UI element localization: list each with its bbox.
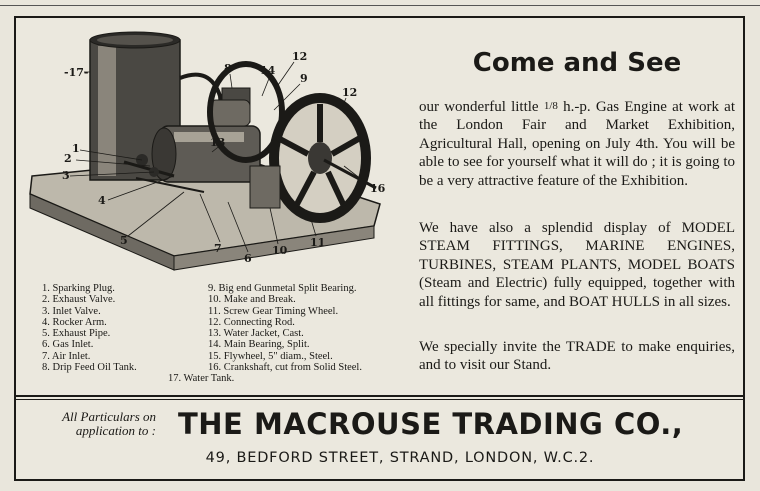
legend-item: 5. Exhaust Pipe. bbox=[42, 328, 111, 340]
paragraph-trade: We specially invite the TRADE to make enquiries, and to visit our Stand. bbox=[419, 339, 735, 374]
legend-item: 1. Sparking Plug. bbox=[42, 283, 115, 294]
fraction: 1/8 bbox=[543, 100, 558, 112]
legend-item: 7. Air Inlet. bbox=[42, 350, 91, 362]
legend-item: 13. Water Jacket, Cast. bbox=[208, 328, 304, 340]
label-6: 6 bbox=[244, 252, 252, 265]
footer-rule-thin bbox=[16, 399, 743, 400]
particulars-line: application to : bbox=[75, 423, 156, 438]
legend-item: 10. Make and Break. bbox=[208, 294, 296, 306]
parts-legend-left bbox=[42, 283, 137, 373]
top-rule bbox=[0, 5, 760, 6]
main-bearing bbox=[210, 100, 250, 126]
label-16: 16 bbox=[370, 182, 386, 195]
paragraph-text: our wonderful little bbox=[419, 99, 544, 115]
legend-item: 3. Inlet Valve. bbox=[42, 305, 101, 317]
label-17: -17- bbox=[64, 66, 89, 79]
label-2: 2 bbox=[64, 152, 72, 165]
legend-item: 9. Big end Gunmetal Split Bearing. bbox=[208, 283, 357, 294]
label-12-top: 12 bbox=[292, 50, 308, 63]
parts-legend-right bbox=[208, 283, 362, 373]
headline: Come and See bbox=[472, 48, 682, 78]
label-8: 8 bbox=[224, 62, 232, 75]
legend-item: 4. Rocker Arm. bbox=[42, 316, 107, 328]
label-1: 1 bbox=[72, 142, 80, 155]
legend-item: 2. Exhaust Valve. bbox=[42, 294, 116, 306]
paragraph-text: h.-p. Gas Engine at work at the London Fair and Market Exhibition, Agricultural Hall, opening on July 4th. You will be able to see for yourself what it will do ; it is going to be a very attractive feature of the Exhibition. bbox=[419, 99, 735, 189]
flywheel-hub bbox=[308, 142, 332, 174]
legend-item: 11. Screw Gear Timing Wheel. bbox=[208, 305, 339, 317]
paragraph-display: We have also a splendid display of MODEL STEAM FITTINGS, MARINE ENGINES, TURBINES, STEAM PLANTS, MODEL BOATS (Steam and Electric) fully equipped, together with all fittings for same, and BOAT HULLS in all sizes. bbox=[419, 220, 735, 310]
bearing-pedestal bbox=[250, 166, 280, 208]
label-5: 5 bbox=[120, 234, 128, 247]
label-3: 3 bbox=[62, 169, 70, 182]
legend-item: 17. Water Tank. bbox=[168, 373, 235, 384]
legend-item: 14. Main Bearing, Split. bbox=[208, 339, 310, 351]
label-4: 4 bbox=[98, 194, 106, 207]
legend-item: 6. Gas Inlet. bbox=[42, 339, 94, 351]
label-9: 9 bbox=[300, 72, 308, 85]
gas-engine-illustration bbox=[24, 26, 404, 281]
paragraph-gas-engine bbox=[419, 97, 735, 190]
label-10: 10 bbox=[272, 244, 288, 257]
particulars-line: All Particulars on bbox=[62, 409, 156, 424]
label-11: 11 bbox=[310, 236, 326, 249]
water-tank-highlight bbox=[98, 46, 116, 176]
water-tank-opening bbox=[97, 35, 173, 45]
footer-rule bbox=[16, 395, 743, 397]
legend-item: 8. Drip Feed Oil Tank. bbox=[42, 362, 137, 374]
particulars-note bbox=[26, 410, 156, 438]
label-13: 13 bbox=[210, 136, 226, 149]
company-name: THE MACROUSE TRADING CO., bbox=[178, 407, 684, 441]
legend-item: 15. Flywheel, 5" diam., Steel. bbox=[208, 350, 333, 362]
label-12-right: 12 bbox=[342, 86, 358, 99]
legend-item: 16. Crankshaft, cut from Solid Steel. bbox=[208, 362, 362, 374]
cylinder-highlight bbox=[174, 132, 244, 142]
legend-item: 12. Connecting Rod. bbox=[208, 316, 295, 328]
company-address: 49, BEDFORD STREET, STRAND, LONDON, W.C.2. bbox=[205, 450, 595, 466]
label-7: 7 bbox=[214, 242, 222, 255]
label-14: 14 bbox=[260, 64, 276, 77]
parts-legend-tail bbox=[168, 373, 234, 384]
